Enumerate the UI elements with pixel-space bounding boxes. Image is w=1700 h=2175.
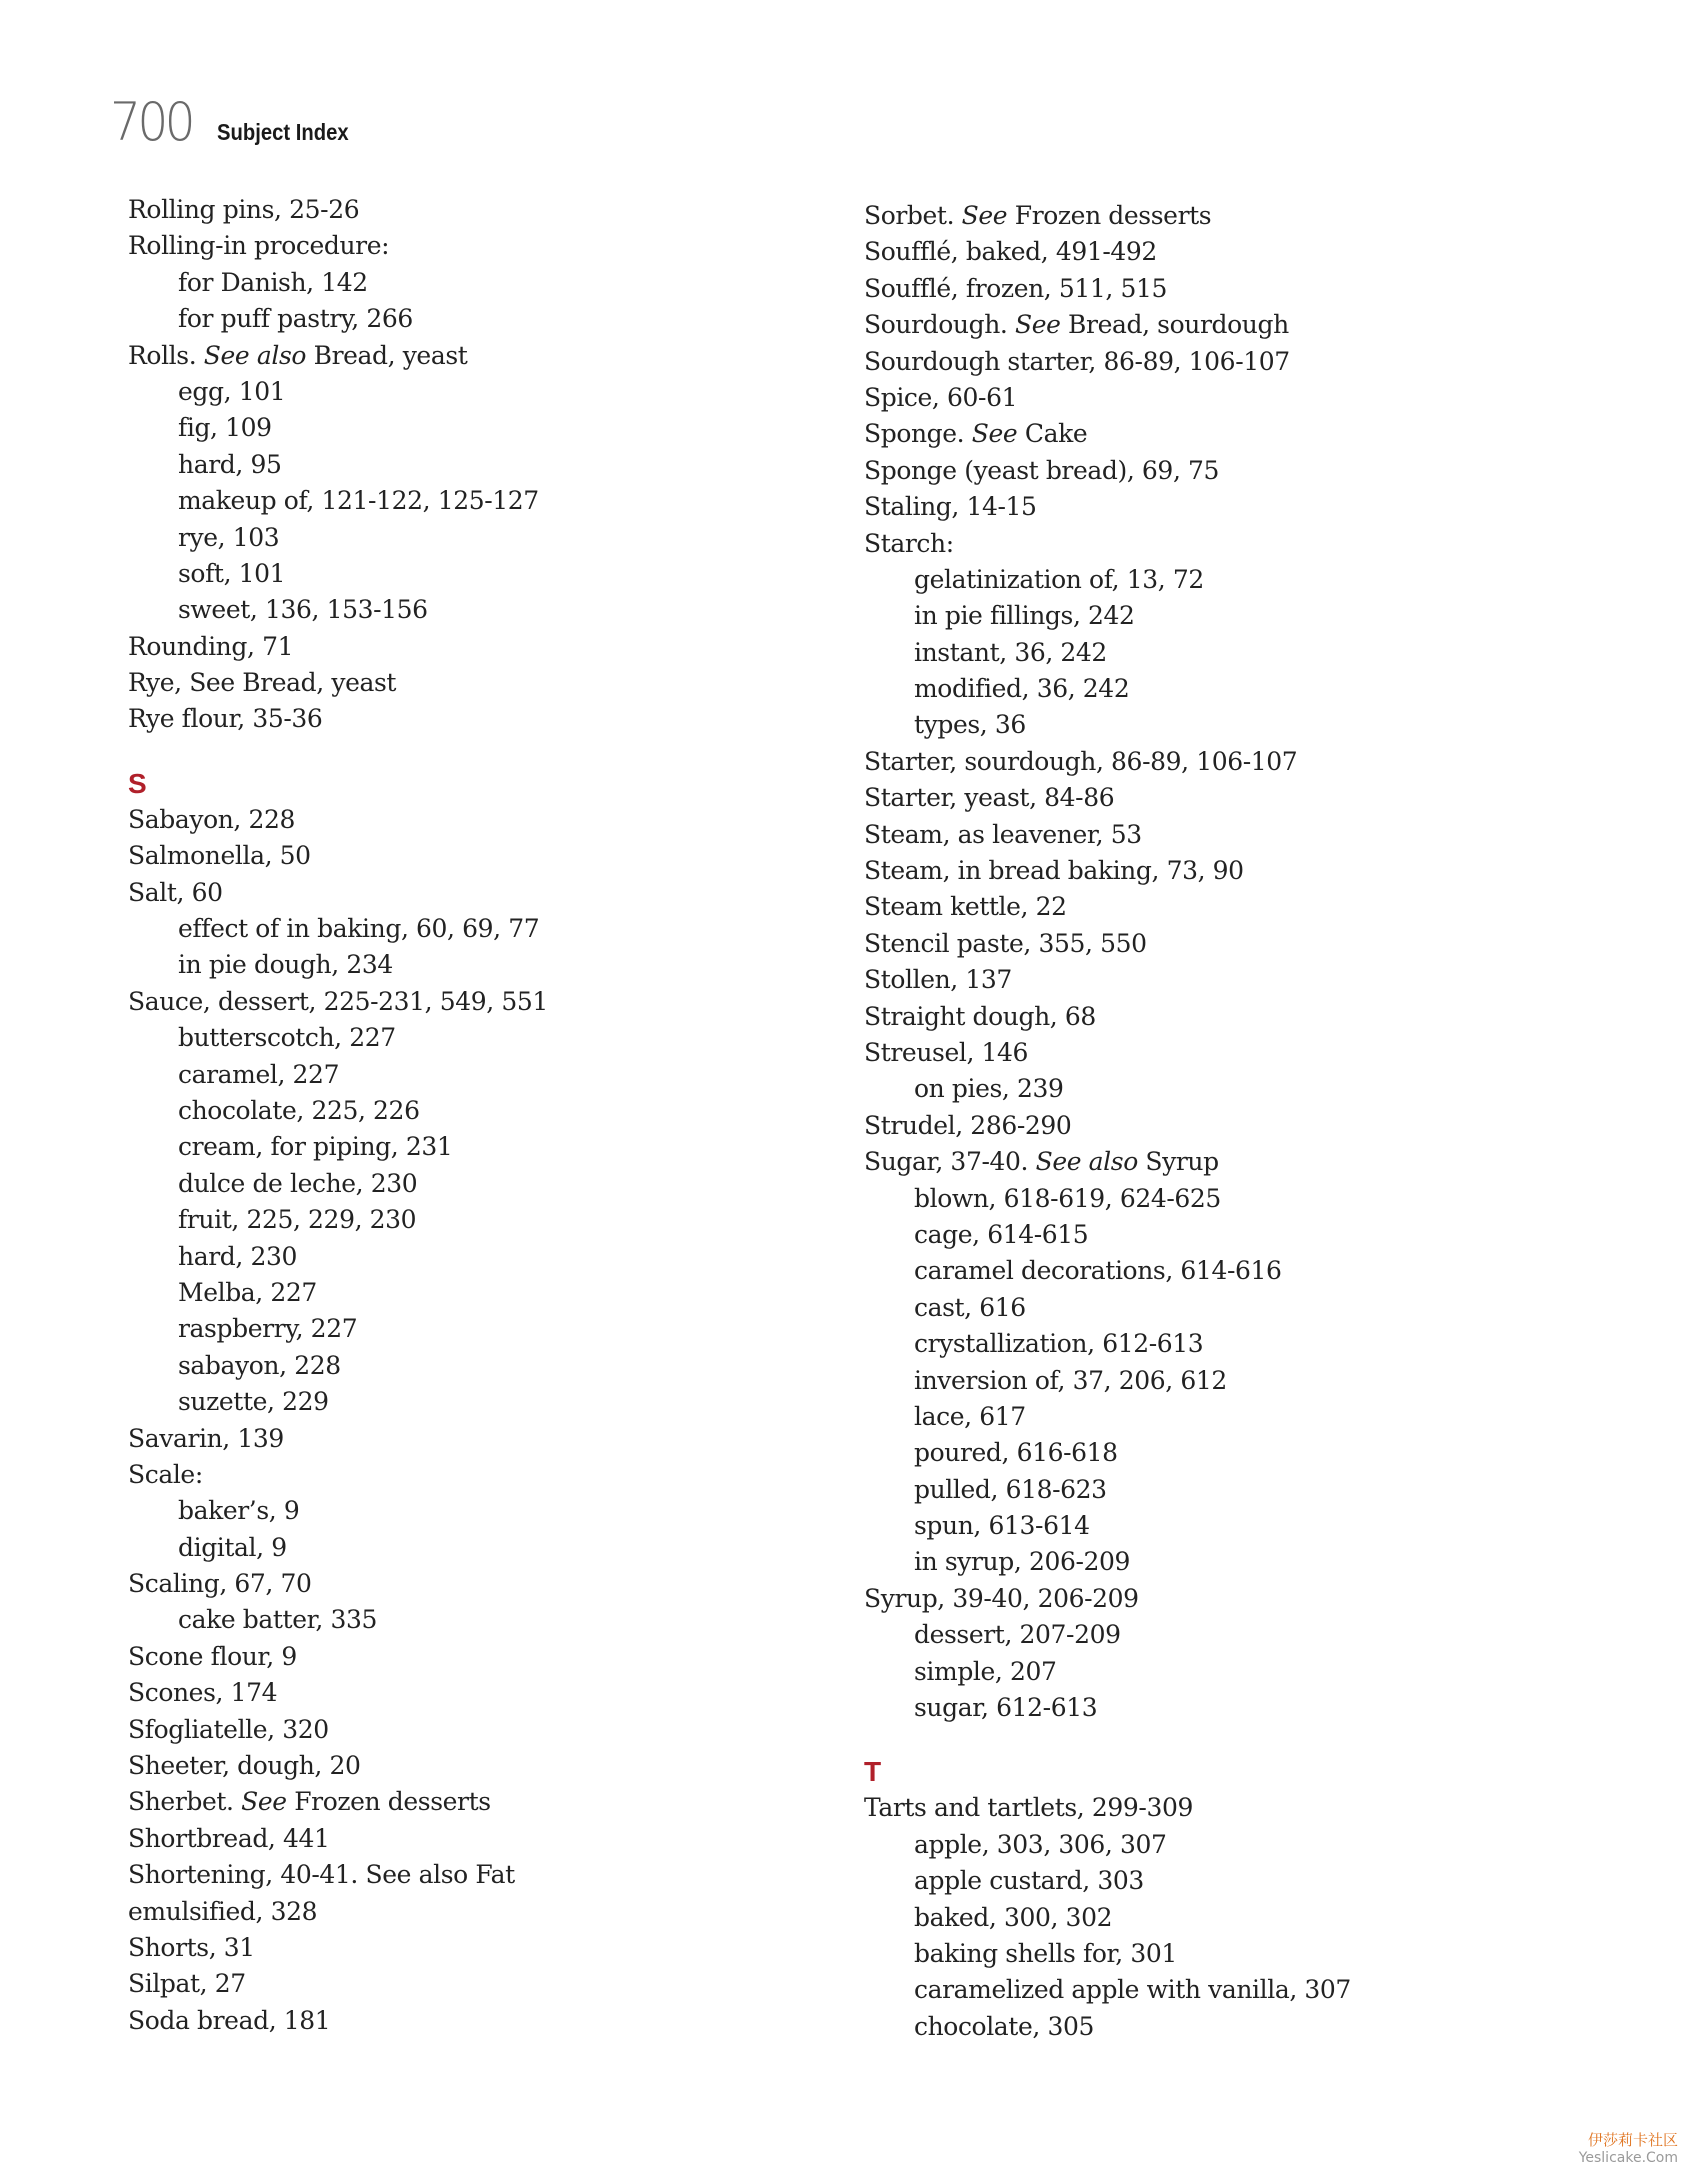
index-subentry: sabayon, 228 <box>178 1350 341 1380</box>
index-subentry: fig, 109 <box>178 413 272 443</box>
index-subentry: fruit, 225, 229, 230 <box>178 1205 417 1235</box>
watermark-url: Yeslicake.Com <box>1578 2150 1678 2166</box>
index-entry: Starter, yeast, 84-86 <box>864 783 1115 813</box>
index-entry: Soda bread, 181 <box>128 2005 331 2035</box>
cross-reference: See <box>1014 310 1061 340</box>
index-subentry: sweet, 136, 153-156 <box>178 595 428 625</box>
cross-reference: See also <box>1035 1147 1138 1177</box>
index-entry: Salmonella, 50 <box>128 841 311 871</box>
index-subentry: hard, 95 <box>178 449 282 479</box>
index-entry: Rounding, 71 <box>128 631 294 661</box>
index-subentry: chocolate, 305 <box>914 2011 1094 2041</box>
index-subentry: baker’s, 9 <box>178 1496 300 1526</box>
index-subentry: dessert, 207-209 <box>914 1620 1121 1650</box>
index-entry: Steam, in bread baking, 73, 90 <box>864 856 1244 886</box>
index-entry: Steam, as leavener, 53 <box>864 819 1142 849</box>
index-entry: Shorts, 31 <box>128 1932 255 1962</box>
index-subentry: cream, for piping, 231 <box>178 1132 453 1162</box>
entry-text: Frozen desserts <box>1007 201 1212 230</box>
entry-text: Sherbet. <box>128 1787 242 1817</box>
index-subentry: caramel, 227 <box>178 1059 340 1089</box>
index-subentry: spun, 613-614 <box>914 1511 1090 1541</box>
index-entry: Staling, 14-15 <box>864 492 1037 522</box>
index-entry: Shortbread, 441 <box>128 1823 330 1853</box>
index-entry: Straight dough, 68 <box>864 1001 1096 1031</box>
index-subentry: modified, 36, 242 <box>914 674 1130 704</box>
index-subentry: caramelized apple with vanilla, 307 <box>914 1975 1351 2005</box>
entry-text: Sponge. <box>864 419 972 449</box>
index-subentry: cage, 614-615 <box>914 1219 1089 1249</box>
cross-reference: See <box>241 1787 287 1817</box>
index-entry: Sheeter, dough, 20 <box>128 1751 361 1781</box>
index-subentry: raspberry, 227 <box>178 1314 358 1344</box>
index-entry: Salt, 60 <box>128 877 223 907</box>
watermark-chinese: 伊莎莉卡社区 <box>1587 2131 1678 2149</box>
index-entry: Stencil paste, 355, 550 <box>864 928 1147 958</box>
section-letter-heading: S <box>128 767 147 799</box>
index-entry: Tarts and tartlets, 299-309 <box>864 1793 1193 1823</box>
index-subentry: instant, 36, 242 <box>914 637 1107 667</box>
index-entry: Steam kettle, 22 <box>864 892 1067 922</box>
index-subentry: in syrup, 206-209 <box>914 1547 1131 1577</box>
index-subentry: blown, 618-619, 624-625 <box>914 1183 1221 1213</box>
index-subentry: simple, 207 <box>914 1656 1057 1686</box>
cross-reference: See <box>971 419 1018 449</box>
index-entry: Rye flour, 35-36 <box>128 704 323 734</box>
index-entry <box>864 307 1504 343</box>
entry-text: Syrup <box>1137 1147 1219 1177</box>
index-entry: Spice, 60-61 <box>864 382 1018 412</box>
index-subentry: sugar, 612-613 <box>914 1693 1098 1723</box>
index-subentry: baking shells for, 301 <box>914 1938 1177 1968</box>
index-entry: Syrup, 39-40, 206-209 <box>864 1583 1139 1613</box>
index-entry: Silpat, 27 <box>128 1969 246 1999</box>
index-subentry: baked, 300, 302 <box>914 1902 1113 1932</box>
index-entry: emulsified, 328 <box>128 1896 318 1926</box>
section-letter-heading: T <box>864 1756 882 1788</box>
index-subentry: crystallization, 612-613 <box>914 1329 1204 1359</box>
index-entry <box>864 1144 1504 1180</box>
cross-reference: See also <box>203 340 307 370</box>
index-entry: Sponge (yeast bread), 69, 75 <box>864 455 1220 485</box>
index-subentry: cake batter, 335 <box>178 1605 378 1635</box>
cross-reference: See <box>961 201 1008 230</box>
index-subentry: cast, 616 <box>914 1292 1026 1322</box>
index-column-left <box>128 192 768 2039</box>
index-entry: Strudel, 286-290 <box>864 1110 1072 1140</box>
index-entry: Streusel, 146 <box>864 1037 1029 1067</box>
index-entry: Sourdough starter, 86-89, 106-107 <box>864 346 1290 376</box>
index-entry <box>864 198 1504 234</box>
index-entry: Soufflé, baked, 491-492 <box>864 237 1157 267</box>
watermark <box>1579 2131 1678 2167</box>
index-subentry: dulce de leche, 230 <box>178 1168 418 1198</box>
index-subentry: digital, 9 <box>178 1532 287 1562</box>
index-subentry: types, 36 <box>914 710 1026 740</box>
page-number: 700 <box>110 92 193 153</box>
entry-text: Frozen desserts <box>286 1787 491 1817</box>
index-subentry: apple custard, 303 <box>914 1866 1144 1896</box>
index-subentry: for puff pastry, 266 <box>178 304 413 334</box>
index-subentry: in pie fillings, 242 <box>914 601 1135 631</box>
entry-text: Cake <box>1017 419 1088 449</box>
index-subentry: egg, 101 <box>178 376 286 406</box>
entry-text: Sorbet. <box>864 201 962 230</box>
index-entry: Scones, 174 <box>128 1678 278 1708</box>
index-subentry: hard, 230 <box>178 1241 297 1271</box>
index-subentry: pulled, 618-623 <box>914 1474 1107 1504</box>
index-subentry: suzette, 229 <box>178 1387 329 1417</box>
index-entry: Sauce, dessert, 225-231, 549, 551 <box>128 986 548 1016</box>
index-subentry: chocolate, 225, 226 <box>178 1095 420 1125</box>
index-entry: Scale: <box>128 1459 203 1489</box>
index-subentry: inversion of, 37, 206, 612 <box>914 1365 1227 1395</box>
index-entry <box>128 1784 768 1820</box>
index-entry: Starter, sourdough, 86-89, 106-107 <box>864 746 1298 776</box>
page-header <box>110 92 367 156</box>
index-subentry: rye, 103 <box>178 522 280 552</box>
index-subentry: in pie dough, 234 <box>178 950 393 980</box>
index-subentry: lace, 617 <box>914 1401 1026 1431</box>
index-entry: Starch: <box>864 528 954 558</box>
index-entry: Shortening, 40-41. See also Fat <box>128 1860 515 1890</box>
entry-text: Bread, yeast <box>306 340 468 370</box>
index-subentry: gelatinization of, 13, 72 <box>914 564 1204 594</box>
index-entry: Scone flour, 9 <box>128 1641 297 1671</box>
index-entry: Rolling-in procedure: <box>128 231 390 261</box>
index-entry: Sfogliatelle, 320 <box>128 1714 329 1744</box>
index-entry: Savarin, 139 <box>128 1423 284 1453</box>
index-subentry: for Danish, 142 <box>178 267 368 297</box>
index-entry: Sabayon, 228 <box>128 804 296 834</box>
index-subentry: makeup of, 121-122, 125-127 <box>178 486 539 516</box>
index-subentry: soft, 101 <box>178 558 286 588</box>
index-subentry: effect of in baking, 60, 69, 77 <box>178 914 540 944</box>
entry-text: Sugar, 37-40. <box>864 1147 1036 1177</box>
index-subentry: butterscotch, 227 <box>178 1023 396 1053</box>
index-subentry: Melba, 227 <box>178 1277 317 1307</box>
index-entry <box>128 338 768 374</box>
index-subentry: poured, 616-618 <box>914 1438 1118 1468</box>
index-column-right <box>864 198 1504 2045</box>
index-entry: Rolling pins, 25-26 <box>128 195 360 224</box>
index-entry: Stollen, 137 <box>864 965 1012 995</box>
index-subentry: on pies, 239 <box>914 1074 1064 1104</box>
index-entry: Scaling, 67, 70 <box>128 1569 312 1599</box>
running-head-title: Subject Index <box>217 119 349 145</box>
index-subentry: apple, 303, 306, 307 <box>914 1829 1167 1859</box>
entry-text: Sourdough. <box>864 310 1015 340</box>
index-subentry: caramel decorations, 614-616 <box>914 1256 1282 1286</box>
entry-text: Rolls. <box>128 340 204 370</box>
index-entry <box>864 416 1504 452</box>
index-entry: Soufflé, frozen, 511, 515 <box>864 273 1168 303</box>
index-entry: Rye, See Bread, yeast <box>128 668 397 698</box>
entry-text: Bread, sourdough <box>1060 310 1289 340</box>
